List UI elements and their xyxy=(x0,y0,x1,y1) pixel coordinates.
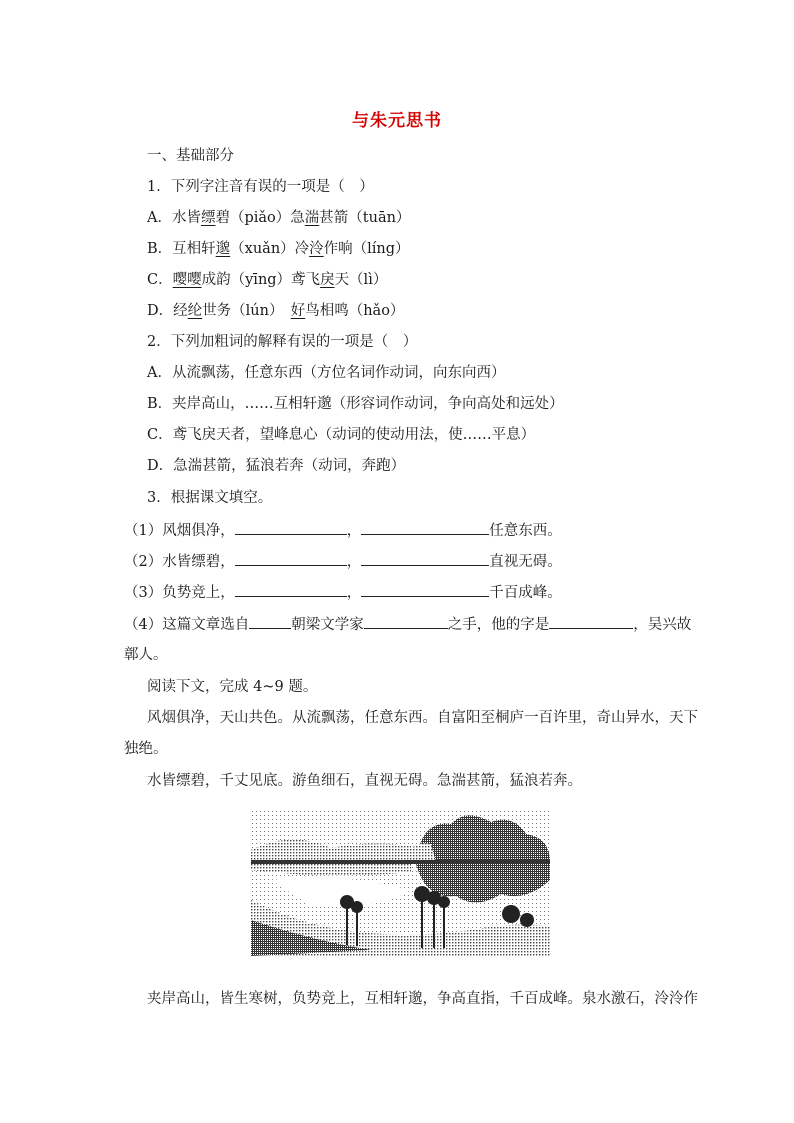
answer-blank[interactable] xyxy=(361,582,489,597)
answer-blank[interactable] xyxy=(361,520,489,535)
passage-paragraph-1-continued: 独绝。 xyxy=(124,741,168,757)
answer-blank[interactable] xyxy=(361,551,489,566)
fill-text: （3）负势竞上， xyxy=(124,585,235,601)
landscape-illustration xyxy=(251,810,550,956)
fill-text: 朝梁文学家 xyxy=(291,617,364,633)
passage-paragraph-2: 水皆缥碧，千丈见底。游鱼细石，直视无碍。急湍甚箭，猛浪若奔。 xyxy=(147,773,582,789)
fill-line-2 xyxy=(124,551,562,572)
fill-text: 任意东西。 xyxy=(489,523,562,539)
option-text: D．经 xyxy=(147,303,188,319)
answer-blank[interactable] xyxy=(235,582,347,597)
question-1-option-a xyxy=(147,208,410,228)
question-1-option-c xyxy=(147,270,387,290)
fill-text: ， xyxy=(346,523,362,539)
question-1-option-b xyxy=(147,239,410,259)
reading-intro: 阅读下文，完成 4~9 题。 xyxy=(147,679,318,695)
passage-paragraph-1: 风烟俱净，天山共色。从流飘荡，任意东西。自富阳至桐庐一百许里，奇山异水，天下 xyxy=(147,710,698,726)
fill-text: （2）水皆缥碧， xyxy=(124,554,235,570)
underlined-char: 纶 xyxy=(187,303,203,319)
underlined-char: 好 xyxy=(290,303,306,319)
question-1-option-d xyxy=(147,301,404,321)
answer-blank[interactable] xyxy=(249,614,291,629)
answer-blank[interactable] xyxy=(235,520,347,535)
option-text: 甚箭（tuān） xyxy=(319,210,411,226)
option-text: A．水皆 xyxy=(147,210,201,226)
fill-text: 之手，他的字是 xyxy=(447,617,550,633)
fill-text: 千百成峰。 xyxy=(489,585,562,601)
underlined-char: 戾 xyxy=(320,272,335,288)
question-2-option-c: C．鸢飞戾天者，望峰息心（动词的使动用法，使……平息） xyxy=(147,427,536,443)
option-text: 世务（lún） xyxy=(202,303,291,319)
question-1-stem: 1．下列字注音有误的一项是（ ） xyxy=(147,179,374,195)
fill-line-3 xyxy=(124,582,562,603)
option-text: 作响（líng） xyxy=(323,241,410,257)
option-text: C． xyxy=(147,272,173,288)
fill-text: （4）这篇文章选自 xyxy=(124,617,250,633)
underlined-char: 缥 xyxy=(200,210,216,226)
fill-text: ， xyxy=(346,554,362,570)
option-text: 天（lì） xyxy=(334,272,388,288)
section-heading: 一、基础部分 xyxy=(147,148,234,164)
fill-text: 直视无碍。 xyxy=(489,554,562,570)
question-2-option-b: B．夹岸高山，……互相轩邈（形容词作动词，争向高处和远处） xyxy=(147,396,564,412)
question-2-stem: 2．下列加粗词的解释有误的一项是（ ） xyxy=(147,334,418,350)
document-title: 与朱元思书 xyxy=(352,111,442,131)
fill-line-4 xyxy=(124,614,691,635)
option-text: 鸟相鸣（hǎo） xyxy=(305,303,405,319)
fill-line-4-continued: 鄣人。 xyxy=(124,647,168,663)
answer-blank[interactable] xyxy=(549,614,633,629)
fill-text: （1）风烟俱净， xyxy=(124,523,235,539)
underlined-char: 湍 xyxy=(304,210,320,226)
underlined-char: 邈 xyxy=(215,241,231,257)
question-2-option-d: D．急湍甚箭，猛浪若奔（动词，奔跑） xyxy=(147,458,406,474)
option-text: （xuǎn）冷 xyxy=(230,241,310,257)
question-3-stem: 3．根据课文填空。 xyxy=(147,490,273,506)
passage-paragraph-3: 夹岸高山，皆生寒树，负势竞上，互相轩邈，争高直指，千百成峰。泉水激石，泠泠作 xyxy=(147,991,698,1007)
option-text: B．互相轩 xyxy=(147,241,216,257)
option-text: 成韵（yīng）鸢飞 xyxy=(201,272,321,288)
question-2-option-a: A．从流飘荡，任意东西（方位名词作动词，向东向西） xyxy=(147,365,506,381)
answer-blank[interactable] xyxy=(364,614,448,629)
answer-blank[interactable] xyxy=(235,551,347,566)
fill-line-1 xyxy=(124,520,562,541)
fill-text: ， xyxy=(346,585,362,601)
fill-text: ，吴兴故 xyxy=(633,617,692,633)
underlined-char: 泠 xyxy=(309,241,324,257)
option-text: 碧（piǎo）急 xyxy=(215,210,305,226)
underlined-char: 嘤嘤 xyxy=(172,272,202,288)
